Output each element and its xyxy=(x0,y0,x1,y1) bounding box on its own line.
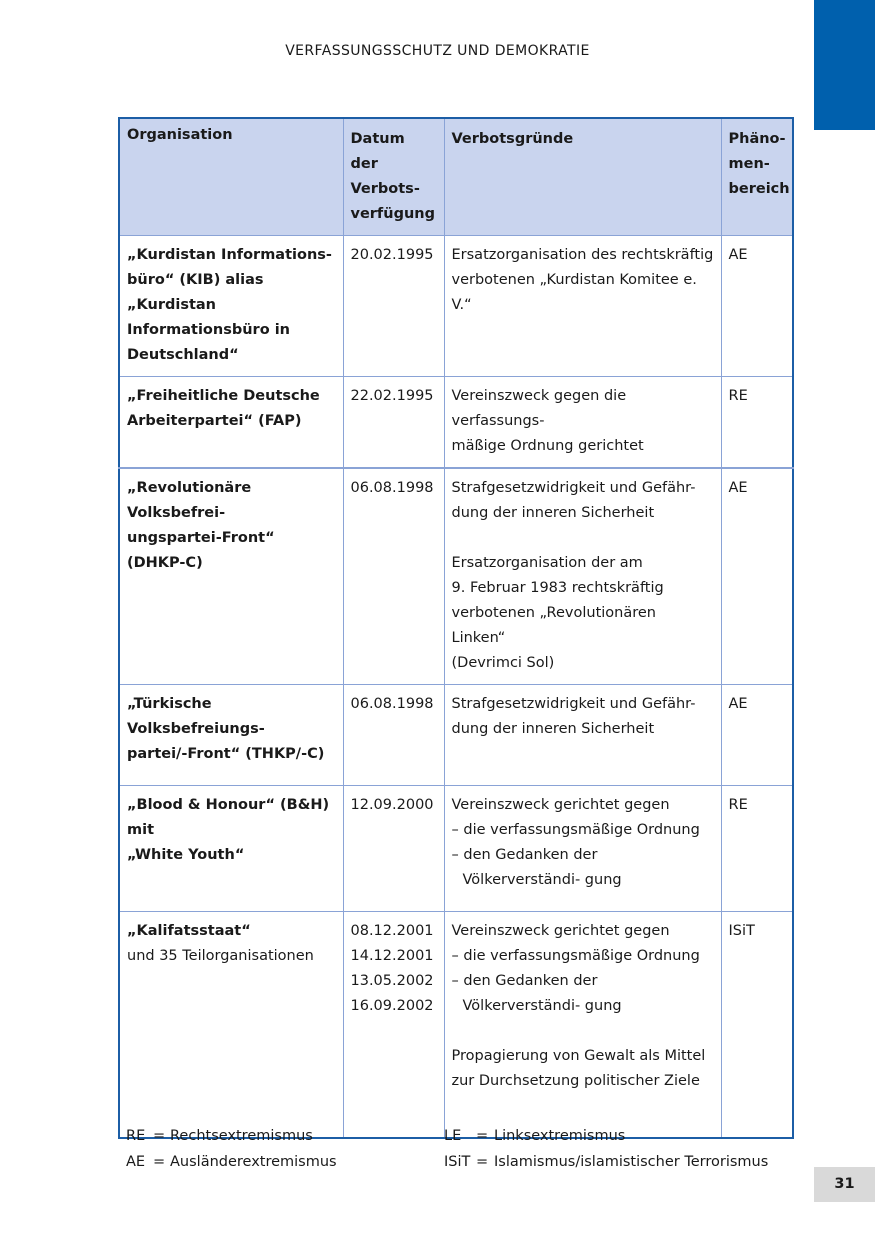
verfuegung-date: 14.12.2001 xyxy=(350,948,434,964)
table-row xyxy=(119,236,793,377)
table-row xyxy=(119,468,793,685)
legend-item xyxy=(444,1149,768,1175)
cell-organisation xyxy=(119,468,343,685)
organisation-name-line: Arbeiterpartei“ (FAP) xyxy=(127,413,302,429)
legend-abbr: ISiT xyxy=(444,1154,471,1170)
organisation-name-line: „Kalifatsstaat“ xyxy=(127,923,251,939)
reason-line: Propagierung von Gewalt als Mittel xyxy=(451,1048,706,1064)
header-phaenomenbereich xyxy=(721,118,793,236)
reason-bullet: – den Gedanken der Völkerverständi- gung xyxy=(451,847,622,888)
table-row xyxy=(119,786,793,912)
cell-verbotsgruende xyxy=(444,786,721,912)
legend-text: Rechtsextremismus xyxy=(170,1128,313,1144)
reason-bullet: – die verfassungsmäßige Ordnung xyxy=(451,822,700,838)
legend-item xyxy=(126,1149,337,1175)
organisation-name-line: büro“ (KIB) alias „Kurdistan xyxy=(127,272,264,313)
table-row xyxy=(119,912,793,1138)
reason-bullet: – die verfassungsmäßige Ordnung xyxy=(451,948,700,964)
verfuegung-date: 06.08.1998 xyxy=(350,480,434,496)
legend-abbr: AE xyxy=(126,1154,146,1170)
table-body xyxy=(119,236,793,1138)
reason-line: Ersatzorganisation des rechtskräftig xyxy=(451,247,714,263)
cell-datum xyxy=(343,468,444,685)
reason-line: Vereinszweck gegen die verfassungs- xyxy=(451,388,627,429)
header-organisation: Organisation xyxy=(119,118,343,236)
cell-phaenomenbereich: RE xyxy=(721,786,793,912)
cell-verbotsgruende xyxy=(444,377,721,469)
cell-phaenomenbereich: ISiT xyxy=(721,912,793,1138)
organisation-name-line: „Türkische Volksbefreiungs- xyxy=(127,696,265,737)
page-number: 31 xyxy=(814,1167,875,1202)
table-header-row xyxy=(119,118,793,236)
reason-line: verbotenen „Revolutionären Linken“ xyxy=(451,605,656,646)
cell-phaenomenbereich: AE xyxy=(721,236,793,377)
legend-text: Linksextremismus xyxy=(494,1128,626,1144)
legend-item xyxy=(126,1123,337,1149)
verfuegung-date: 06.08.1998 xyxy=(350,696,434,712)
header-bereich-line: men- xyxy=(728,156,770,172)
reason-line: dung der inneren Sicherheit xyxy=(451,721,655,737)
table-row xyxy=(119,377,793,469)
cell-datum xyxy=(343,236,444,377)
legend-left xyxy=(126,1123,337,1175)
reason-line: mäßige Ordnung gerichtet xyxy=(451,438,644,454)
cell-phaenomenbereich: AE xyxy=(721,468,793,685)
organisation-name-line: Informationsbüro in xyxy=(127,322,291,338)
paragraph-gap xyxy=(452,1019,714,1044)
header-datum xyxy=(343,118,444,236)
verfuegung-date: 08.12.2001 xyxy=(350,923,434,939)
reason-line: Vereinszweck gerichtet gegen xyxy=(451,923,670,939)
organisation-name-line: ungspartei-Front“ (DHKP-C) xyxy=(127,530,275,571)
organisation-name-line: „Revolutionäre Volksbefrei- xyxy=(127,480,252,521)
header-datum-line: verfügung xyxy=(350,206,435,222)
legend-text: Islamismus/islamistischer Terrorismus xyxy=(494,1154,769,1170)
reason-line: Strafgesetzwidrigkeit und Gefähr- xyxy=(451,696,696,712)
organisation-name-line: partei/-Front“ (THKP/-C) xyxy=(127,746,325,762)
organisation-name-line: Deutschland“ xyxy=(127,347,239,363)
reason-line: 9. Februar 1983 rechtskräftig xyxy=(451,580,664,596)
reason-line: zur Durchsetzung politischer Ziele xyxy=(451,1073,700,1089)
legend-abbr: LE xyxy=(444,1128,462,1144)
reason-bullet: – den Gedanken der Völkerverständi- gung xyxy=(451,973,622,1014)
organisation-name-line: „White Youth“ xyxy=(127,847,245,863)
cell-organisation xyxy=(119,912,343,1138)
cell-organisation xyxy=(119,786,343,912)
reason-line: (Devrimci Sol) xyxy=(451,655,555,671)
table-row xyxy=(119,685,793,786)
cell-verbotsgruende xyxy=(444,236,721,377)
cell-organisation xyxy=(119,377,343,469)
legend-eq: = xyxy=(476,1128,489,1144)
legend-eq: = xyxy=(153,1154,166,1170)
cell-verbotsgruende xyxy=(444,912,721,1138)
cell-datum xyxy=(343,912,444,1138)
cell-verbotsgruende xyxy=(444,685,721,786)
running-header: VERFASSUNGSSCHUTZ UND DEMOKRATIE xyxy=(285,43,590,59)
verfuegung-date: 16.09.2002 xyxy=(350,998,434,1014)
legend-item xyxy=(444,1123,768,1149)
reason-line: Ersatzorganisation der am xyxy=(451,555,643,571)
reason-line: dung der inneren Sicherheit xyxy=(451,505,655,521)
cell-verbotsgruende xyxy=(444,468,721,685)
cell-phaenomenbereich: RE xyxy=(721,377,793,469)
header-bereich-line: bereich xyxy=(728,181,790,197)
legend-right xyxy=(444,1123,768,1175)
paragraph-gap xyxy=(452,526,714,551)
verfuegung-date: 13.05.2002 xyxy=(350,973,434,989)
cell-organisation xyxy=(119,236,343,377)
header-verbotsgruende: Verbotsgründe xyxy=(444,118,721,236)
cell-phaenomenbereich: AE xyxy=(721,685,793,786)
reason-line: verbotenen „Kurdistan Komitee e. V.“ xyxy=(451,272,697,313)
legend-text: Ausländerextremismus xyxy=(170,1154,337,1170)
chapter-color-tab xyxy=(814,0,875,130)
cell-datum xyxy=(343,377,444,469)
organisation-name-line: „Blood & Honour“ (B&H) mit xyxy=(127,797,330,838)
cell-organisation xyxy=(119,685,343,786)
legend-abbr: RE xyxy=(126,1128,146,1144)
header-bereich-line: Phäno- xyxy=(728,131,786,147)
verfuegung-date: 20.02.1995 xyxy=(350,247,434,263)
organisation-extra-line: und 35 Teilorganisationen xyxy=(127,948,314,964)
legend-eq: = xyxy=(476,1154,489,1170)
organisation-name-line: „Freiheitliche Deutsche xyxy=(127,388,320,404)
verfuegung-date: 22.02.1995 xyxy=(350,388,434,404)
verfuegung-date: 12.09.2000 xyxy=(350,797,434,813)
prohibitions-table xyxy=(118,117,794,1139)
organisation-name-line: „Kurdistan Informations- xyxy=(127,247,332,263)
header-datum-line: Datum der xyxy=(350,131,405,172)
legend-eq: = xyxy=(153,1128,166,1144)
reason-line: Vereinszweck gerichtet gegen xyxy=(451,797,670,813)
reason-line: Strafgesetzwidrigkeit und Gefähr- xyxy=(451,480,696,496)
header-datum-line: Verbots- xyxy=(350,181,420,197)
cell-datum xyxy=(343,786,444,912)
cell-datum xyxy=(343,685,444,786)
